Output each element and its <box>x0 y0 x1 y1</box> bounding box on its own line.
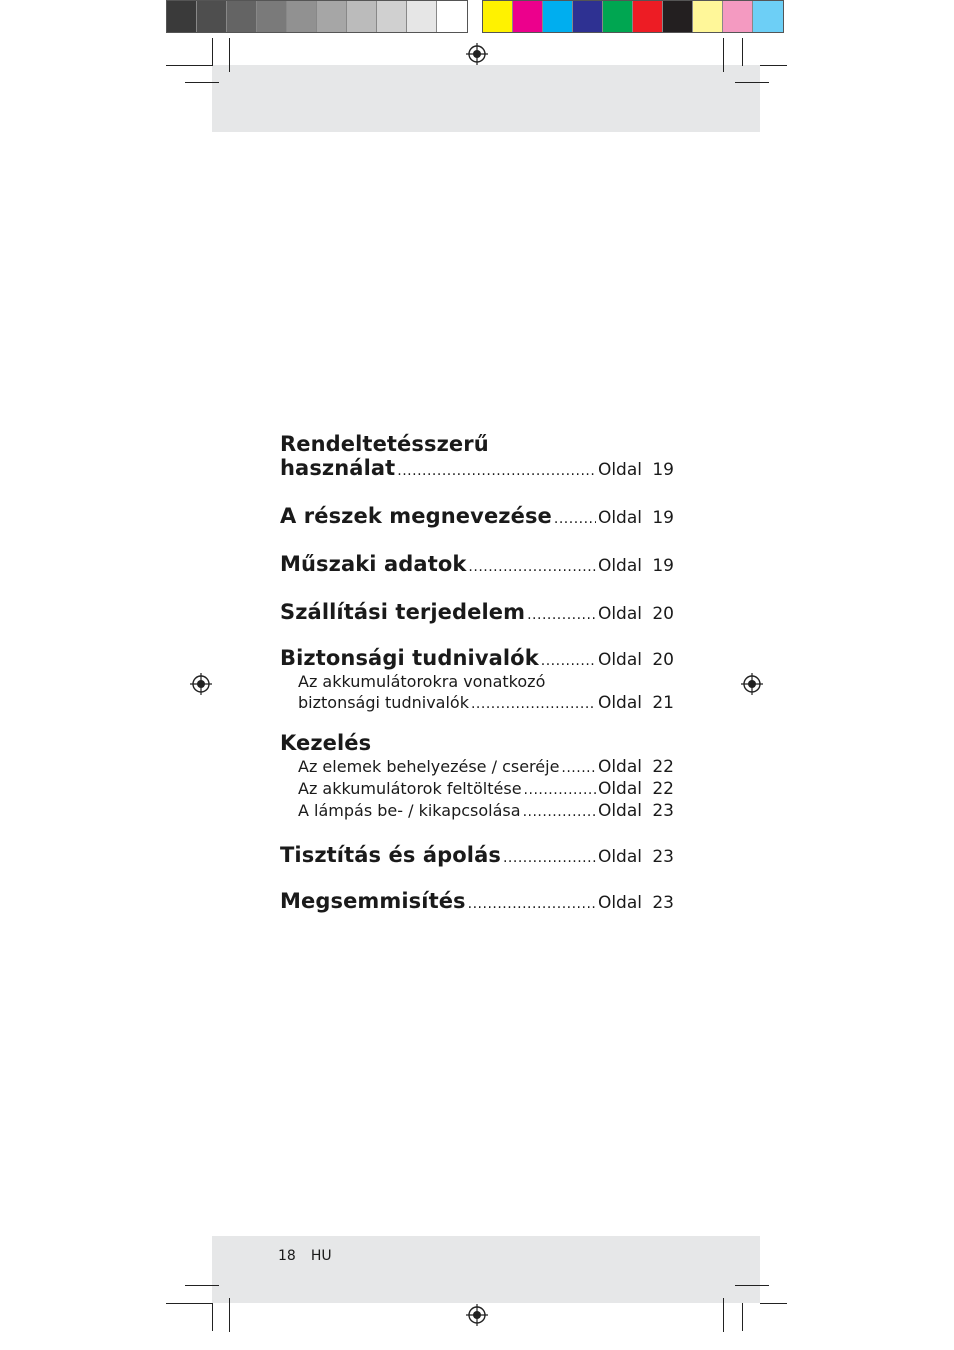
toc-entry[interactable] <box>280 600 674 624</box>
toc-leader-dots <box>468 896 596 912</box>
color-swatch <box>603 1 633 32</box>
crop-mark <box>212 38 213 66</box>
gray-swatch <box>257 1 287 32</box>
registration-mark-icon <box>466 1304 488 1326</box>
page-label: Oldal <box>597 604 642 624</box>
crop-mark <box>735 1285 769 1286</box>
toc-entry-title: Kezelés <box>280 731 372 755</box>
color-swatch <box>483 1 513 32</box>
crop-mark <box>723 1298 724 1332</box>
toc-entry-title: Megsemmisítés <box>280 889 466 913</box>
crop-mark <box>742 38 743 66</box>
crop-mark <box>742 1303 743 1331</box>
toc-entry[interactable] <box>280 552 674 576</box>
toc-leader-dots <box>527 607 596 623</box>
toc-heading: Rendeltetésszerű <box>280 432 489 456</box>
page-label: Oldal <box>597 847 642 867</box>
page-number: 23 <box>652 893 674 913</box>
page-label: Oldal <box>597 801 642 821</box>
toc-subentry[interactable] <box>280 693 674 713</box>
page-label: Oldal <box>597 650 642 670</box>
page-number: 23 <box>652 801 674 821</box>
crop-mark <box>166 1303 212 1304</box>
color-calibration-bar <box>482 0 784 33</box>
toc-subentry-line: Az akkumulátorokra vonatkozó <box>298 672 546 691</box>
page-number: 20 <box>652 650 674 670</box>
toc-entry-title: Biztonsági tudnivalók <box>280 646 539 670</box>
crop-mark <box>760 1303 787 1304</box>
registration-mark-icon <box>466 43 488 65</box>
gray-swatch <box>407 1 437 32</box>
page-number: 22 <box>652 779 674 799</box>
toc-leader-dots <box>468 559 596 575</box>
toc-leader-dots <box>524 782 596 798</box>
toc-subentry[interactable] <box>280 757 674 777</box>
page-label: Oldal <box>597 693 642 713</box>
gray-swatch <box>197 1 227 32</box>
toc-entry-title: Tisztítás és ápolás <box>280 843 501 867</box>
gray-swatch <box>437 1 467 32</box>
toc-entry[interactable] <box>280 504 674 528</box>
crop-mark <box>212 1303 213 1331</box>
crop-mark <box>185 82 219 83</box>
page-number: 22 <box>652 757 674 777</box>
color-swatch <box>663 1 693 32</box>
toc-leader-dots <box>397 463 596 479</box>
toc-subentry[interactable] <box>280 801 674 821</box>
page-label: Oldal <box>597 508 642 528</box>
crop-mark <box>229 1298 230 1332</box>
page-number: 19 <box>652 556 674 576</box>
crop-mark <box>735 82 769 83</box>
color-swatch <box>633 1 663 32</box>
toc-subentry-title: A lámpás be- / kikapcsolása <box>298 801 521 820</box>
gray-swatch <box>377 1 407 32</box>
page-footer <box>278 1248 347 1264</box>
registration-mark-icon <box>190 673 212 695</box>
page-number: 20 <box>652 604 674 624</box>
crop-mark <box>760 65 787 66</box>
gray-swatch <box>227 1 257 32</box>
footer-band <box>212 1236 760 1303</box>
gray-swatch <box>317 1 347 32</box>
gray-swatch <box>167 1 197 32</box>
toc-leader-dots <box>541 653 596 669</box>
page-label: Oldal <box>597 757 642 777</box>
page-number: 19 <box>652 460 674 480</box>
color-swatch <box>543 1 573 32</box>
toc-subentry-title: biztonsági tudnivalók <box>298 693 469 712</box>
gray-swatch <box>347 1 377 32</box>
toc-entry-title: Szállítási terjedelem <box>280 600 526 624</box>
crop-mark <box>723 38 724 72</box>
page-number: 21 <box>652 693 674 713</box>
gray-swatch <box>287 1 317 32</box>
header-band <box>212 65 760 132</box>
page-label: Oldal <box>597 779 642 799</box>
toc-subentry-title: Az akkumulátorok feltöltése <box>298 779 522 798</box>
footer-page-number: 18 <box>278 1248 296 1264</box>
toc-entry[interactable] <box>280 889 674 913</box>
crop-mark <box>229 38 230 72</box>
table-of-contents <box>280 432 674 913</box>
crop-mark <box>166 65 212 66</box>
page-number: 19 <box>652 508 674 528</box>
toc-leader-dots <box>554 511 596 527</box>
toc-subentry[interactable] <box>280 779 674 799</box>
toc-entry[interactable] <box>280 456 674 480</box>
toc-entry-title: használat <box>280 456 396 480</box>
color-swatch <box>573 1 603 32</box>
toc-entry[interactable] <box>280 843 674 867</box>
color-swatch <box>513 1 543 32</box>
toc-leader-dots <box>471 696 596 712</box>
toc-entry-title: A részek megnevezése <box>280 504 552 528</box>
toc-leader-dots <box>503 850 596 866</box>
registration-mark-icon <box>741 673 763 695</box>
footer-language: HU <box>310 1248 332 1264</box>
toc-entry-title: Műszaki adatok <box>280 552 467 576</box>
toc-leader-dots <box>561 760 596 776</box>
color-swatch <box>753 1 783 32</box>
page-label: Oldal <box>597 893 642 913</box>
toc-heading[interactable] <box>280 731 674 755</box>
color-swatch <box>723 1 753 32</box>
toc-entry[interactable] <box>280 646 674 670</box>
toc-subentry-title: Az elemek behelyezése / cseréje <box>298 757 560 776</box>
page-number: 23 <box>652 847 674 867</box>
gray-calibration-bar <box>166 0 468 33</box>
color-swatch <box>693 1 723 32</box>
page-label: Oldal <box>597 460 642 480</box>
crop-mark <box>185 1285 219 1286</box>
page-label: Oldal <box>597 556 642 576</box>
toc-leader-dots <box>523 804 596 820</box>
